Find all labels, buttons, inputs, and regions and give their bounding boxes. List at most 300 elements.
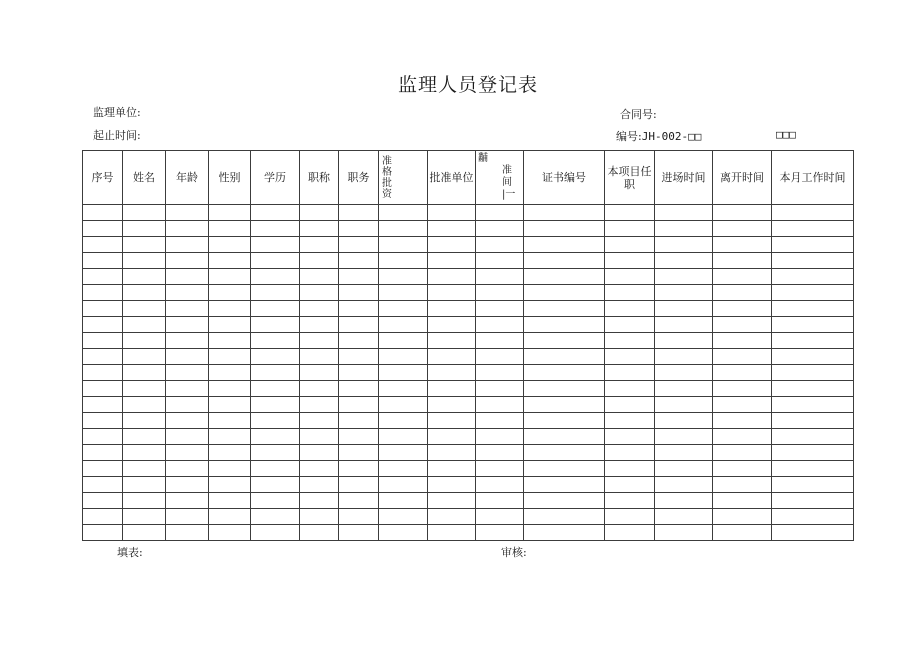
table-cell[interactable] [339,397,379,413]
table-cell[interactable] [209,205,251,221]
table-cell[interactable] [772,301,854,317]
table-cell[interactable] [123,253,166,269]
table-cell[interactable] [605,509,655,525]
table-cell[interactable] [166,365,209,381]
table-cell[interactable] [524,301,605,317]
table-cell[interactable] [524,221,605,237]
table-cell[interactable] [476,429,524,445]
table-cell[interactable] [209,349,251,365]
table-cell[interactable] [123,285,166,301]
table-cell[interactable] [772,413,854,429]
table-cell[interactable] [209,285,251,301]
table-cell[interactable] [772,317,854,333]
table-cell[interactable] [476,413,524,429]
table-cell[interactable] [605,397,655,413]
table-cell[interactable] [655,445,713,461]
table-cell[interactable] [166,397,209,413]
table-cell[interactable] [166,381,209,397]
table-cell[interactable] [476,525,524,541]
table-cell[interactable] [524,429,605,445]
table-cell[interactable] [605,445,655,461]
table-cell[interactable] [379,301,428,317]
table-cell[interactable] [123,205,166,221]
table-cell[interactable] [83,237,123,253]
table-cell[interactable] [655,493,713,509]
table-cell[interactable] [772,365,854,381]
table-cell[interactable] [605,381,655,397]
table-cell[interactable] [428,525,476,541]
table-cell[interactable] [524,285,605,301]
table-cell[interactable] [476,477,524,493]
table-cell[interactable] [524,493,605,509]
table-cell[interactable] [300,301,339,317]
table-cell[interactable] [655,365,713,381]
table-cell[interactable] [166,253,209,269]
table-cell[interactable] [123,365,166,381]
table-cell[interactable] [251,269,300,285]
table-cell[interactable] [379,461,428,477]
table-cell[interactable] [339,477,379,493]
table-cell[interactable] [605,301,655,317]
table-cell[interactable] [605,269,655,285]
table-cell[interactable] [655,461,713,477]
table-cell[interactable] [772,269,854,285]
table-cell[interactable] [251,413,300,429]
table-cell[interactable] [655,413,713,429]
table-cell[interactable] [713,221,772,237]
table-cell[interactable] [123,445,166,461]
table-cell[interactable] [428,509,476,525]
table-cell[interactable] [476,509,524,525]
table-cell[interactable] [655,349,713,365]
table-cell[interactable] [209,381,251,397]
table-cell[interactable] [655,509,713,525]
table-cell[interactable] [300,509,339,525]
table-cell[interactable] [83,365,123,381]
table-cell[interactable] [655,397,713,413]
table-cell[interactable] [772,221,854,237]
table-cell[interactable] [428,413,476,429]
table-cell[interactable] [713,525,772,541]
table-cell[interactable] [339,253,379,269]
table-cell[interactable] [123,413,166,429]
table-cell[interactable] [379,205,428,221]
table-cell[interactable] [339,285,379,301]
table-cell[interactable] [300,237,339,253]
table-cell[interactable] [605,237,655,253]
table-cell[interactable] [655,205,713,221]
table-cell[interactable] [379,237,428,253]
table-cell[interactable] [713,461,772,477]
table-cell[interactable] [428,381,476,397]
table-cell[interactable] [300,429,339,445]
table-cell[interactable] [123,349,166,365]
table-cell[interactable] [605,205,655,221]
table-cell[interactable] [713,301,772,317]
table-cell[interactable] [379,429,428,445]
table-cell[interactable] [83,461,123,477]
table-cell[interactable] [379,317,428,333]
table-cell[interactable] [83,477,123,493]
table-cell[interactable] [166,205,209,221]
table-cell[interactable] [524,365,605,381]
table-cell[interactable] [209,237,251,253]
table-cell[interactable] [428,317,476,333]
table-cell[interactable] [772,509,854,525]
table-cell[interactable] [524,413,605,429]
table-cell[interactable] [251,397,300,413]
table-cell[interactable] [83,253,123,269]
table-cell[interactable] [83,445,123,461]
table-cell[interactable] [166,333,209,349]
table-cell[interactable] [655,253,713,269]
table-cell[interactable] [251,221,300,237]
table-cell[interactable] [476,493,524,509]
table-cell[interactable] [209,477,251,493]
table-cell[interactable] [428,493,476,509]
table-cell[interactable] [713,509,772,525]
table-cell[interactable] [83,525,123,541]
table-cell[interactable] [209,461,251,477]
table-cell[interactable] [772,237,854,253]
table-cell[interactable] [713,285,772,301]
table-cell[interactable] [713,317,772,333]
table-cell[interactable] [339,301,379,317]
table-cell[interactable] [605,253,655,269]
table-cell[interactable] [123,397,166,413]
table-cell[interactable] [123,333,166,349]
table-cell[interactable] [166,477,209,493]
table-cell[interactable] [772,397,854,413]
table-cell[interactable] [655,477,713,493]
table-cell[interactable] [83,269,123,285]
table-cell[interactable] [209,317,251,333]
table-cell[interactable] [713,445,772,461]
table-cell[interactable] [655,221,713,237]
table-cell[interactable] [83,301,123,317]
table-cell[interactable] [379,221,428,237]
table-cell[interactable] [300,413,339,429]
table-cell[interactable] [123,301,166,317]
table-cell[interactable] [166,413,209,429]
table-cell[interactable] [713,205,772,221]
table-cell[interactable] [476,285,524,301]
table-cell[interactable] [83,205,123,221]
table-cell[interactable] [300,333,339,349]
table-cell[interactable] [209,221,251,237]
table-cell[interactable] [524,205,605,221]
table-cell[interactable] [379,445,428,461]
table-cell[interactable] [428,253,476,269]
table-cell[interactable] [713,429,772,445]
table-cell[interactable] [339,461,379,477]
table-cell[interactable] [524,477,605,493]
table-cell[interactable] [339,205,379,221]
table-cell[interactable] [379,349,428,365]
table-cell[interactable] [300,493,339,509]
table-cell[interactable] [209,509,251,525]
table-cell[interactable] [251,477,300,493]
table-cell[interactable] [655,381,713,397]
table-cell[interactable] [655,301,713,317]
table-cell[interactable] [339,237,379,253]
table-cell[interactable] [605,285,655,301]
table-cell[interactable] [339,317,379,333]
table-cell[interactable] [772,349,854,365]
table-cell[interactable] [83,493,123,509]
table-cell[interactable] [83,509,123,525]
table-cell[interactable] [300,205,339,221]
table-cell[interactable] [713,333,772,349]
table-cell[interactable] [300,221,339,237]
table-cell[interactable] [605,333,655,349]
table-cell[interactable] [655,237,713,253]
table-cell[interactable] [300,381,339,397]
table-cell[interactable] [339,509,379,525]
table-cell[interactable] [166,221,209,237]
table-cell[interactable] [83,429,123,445]
table-cell[interactable] [428,365,476,381]
table-cell[interactable] [123,221,166,237]
table-cell[interactable] [524,381,605,397]
table-cell[interactable] [476,253,524,269]
table-cell[interactable] [379,413,428,429]
table-cell[interactable] [605,365,655,381]
table-cell[interactable] [379,253,428,269]
table-cell[interactable] [209,397,251,413]
table-cell[interactable] [476,381,524,397]
table-cell[interactable] [605,317,655,333]
table-cell[interactable] [339,429,379,445]
table-cell[interactable] [772,493,854,509]
table-cell[interactable] [83,381,123,397]
table-cell[interactable] [209,253,251,269]
table-cell[interactable] [251,237,300,253]
table-cell[interactable] [209,269,251,285]
table-cell[interactable] [713,381,772,397]
table-cell[interactable] [428,285,476,301]
table-cell[interactable] [339,269,379,285]
table-cell[interactable] [300,317,339,333]
table-cell[interactable] [476,445,524,461]
table-cell[interactable] [428,461,476,477]
table-cell[interactable] [524,333,605,349]
table-cell[interactable] [339,349,379,365]
table-cell[interactable] [772,461,854,477]
table-cell[interactable] [251,349,300,365]
table-cell[interactable] [209,413,251,429]
table-cell[interactable] [166,509,209,525]
table-cell[interactable] [524,253,605,269]
table-cell[interactable] [655,285,713,301]
table-cell[interactable] [655,317,713,333]
table-cell[interactable] [83,397,123,413]
table-cell[interactable] [476,205,524,221]
table-cell[interactable] [476,221,524,237]
table-cell[interactable] [713,493,772,509]
table-cell[interactable] [476,269,524,285]
table-cell[interactable] [524,397,605,413]
table-cell[interactable] [772,477,854,493]
table-cell[interactable] [166,301,209,317]
table-cell[interactable] [339,445,379,461]
table-cell[interactable] [300,253,339,269]
table-cell[interactable] [772,429,854,445]
table-cell[interactable] [300,365,339,381]
table-cell[interactable] [166,445,209,461]
table-cell[interactable] [166,525,209,541]
table-cell[interactable] [251,285,300,301]
table-cell[interactable] [339,221,379,237]
table-cell[interactable] [300,461,339,477]
table-cell[interactable] [605,413,655,429]
table-cell[interactable] [713,397,772,413]
table-cell[interactable] [123,317,166,333]
table-cell[interactable] [524,509,605,525]
table-cell[interactable] [166,317,209,333]
table-cell[interactable] [476,365,524,381]
table-cell[interactable] [300,445,339,461]
table-cell[interactable] [251,381,300,397]
table-cell[interactable] [713,253,772,269]
table-cell[interactable] [428,429,476,445]
table-cell[interactable] [83,349,123,365]
table-cell[interactable] [428,477,476,493]
table-cell[interactable] [524,445,605,461]
table-cell[interactable] [524,525,605,541]
table-cell[interactable] [428,349,476,365]
table-cell[interactable] [123,477,166,493]
table-cell[interactable] [166,461,209,477]
table-cell[interactable] [339,493,379,509]
table-cell[interactable] [772,285,854,301]
table-cell[interactable] [209,445,251,461]
table-cell[interactable] [251,317,300,333]
table-cell[interactable] [339,381,379,397]
table-cell[interactable] [166,349,209,365]
table-cell[interactable] [379,397,428,413]
table-cell[interactable] [713,269,772,285]
table-cell[interactable] [772,525,854,541]
table-cell[interactable] [713,349,772,365]
table-cell[interactable] [476,237,524,253]
table-cell[interactable] [524,349,605,365]
table-cell[interactable] [655,525,713,541]
table-cell[interactable] [524,237,605,253]
table-cell[interactable] [379,381,428,397]
table-cell[interactable] [166,237,209,253]
table-cell[interactable] [476,461,524,477]
table-cell[interactable] [524,269,605,285]
table-cell[interactable] [339,365,379,381]
table-cell[interactable] [605,429,655,445]
table-cell[interactable] [605,525,655,541]
table-cell[interactable] [379,285,428,301]
table-cell[interactable] [166,493,209,509]
table-cell[interactable] [476,397,524,413]
table-cell[interactable] [476,317,524,333]
table-cell[interactable] [379,365,428,381]
table-cell[interactable] [655,269,713,285]
table-cell[interactable] [83,221,123,237]
table-cell[interactable] [251,509,300,525]
table-cell[interactable] [772,253,854,269]
table-cell[interactable] [428,221,476,237]
table-cell[interactable] [123,381,166,397]
table-cell[interactable] [379,477,428,493]
table-cell[interactable] [300,477,339,493]
table-cell[interactable] [166,429,209,445]
table-cell[interactable] [339,525,379,541]
table-cell[interactable] [339,333,379,349]
table-cell[interactable] [83,333,123,349]
table-cell[interactable] [379,269,428,285]
table-cell[interactable] [123,237,166,253]
table-cell[interactable] [339,413,379,429]
table-cell[interactable] [713,237,772,253]
table-cell[interactable] [713,413,772,429]
table-cell[interactable] [123,461,166,477]
table-cell[interactable] [772,333,854,349]
table-cell[interactable] [300,349,339,365]
table-cell[interactable] [300,525,339,541]
table-cell[interactable] [655,333,713,349]
table-cell[interactable] [428,269,476,285]
table-cell[interactable] [251,493,300,509]
table-cell[interactable] [476,349,524,365]
table-cell[interactable] [123,509,166,525]
table-cell[interactable] [123,525,166,541]
table-cell[interactable] [209,333,251,349]
table-cell[interactable] [300,397,339,413]
table-cell[interactable] [209,429,251,445]
table-cell[interactable] [428,301,476,317]
table-cell[interactable] [428,237,476,253]
table-cell[interactable] [209,365,251,381]
table-cell[interactable] [476,333,524,349]
table-cell[interactable] [524,317,605,333]
table-cell[interactable] [123,269,166,285]
table-cell[interactable] [428,445,476,461]
table-cell[interactable] [251,461,300,477]
table-cell[interactable] [524,461,605,477]
table-cell[interactable] [605,221,655,237]
table-cell[interactable] [123,493,166,509]
table-cell[interactable] [300,285,339,301]
table-cell[interactable] [772,205,854,221]
table-cell[interactable] [251,301,300,317]
table-cell[interactable] [209,493,251,509]
table-cell[interactable] [713,365,772,381]
table-cell[interactable] [605,477,655,493]
table-cell[interactable] [251,429,300,445]
table-cell[interactable] [83,413,123,429]
table-cell[interactable] [605,461,655,477]
table-cell[interactable] [713,477,772,493]
table-cell[interactable] [772,445,854,461]
table-cell[interactable] [251,253,300,269]
table-cell[interactable] [83,285,123,301]
table-cell[interactable] [379,525,428,541]
table-cell[interactable] [428,333,476,349]
table-cell[interactable] [379,509,428,525]
table-cell[interactable] [251,445,300,461]
table-cell[interactable] [209,301,251,317]
table-cell[interactable] [209,525,251,541]
table-cell[interactable] [251,365,300,381]
table-cell[interactable] [166,269,209,285]
table-cell[interactable] [605,349,655,365]
